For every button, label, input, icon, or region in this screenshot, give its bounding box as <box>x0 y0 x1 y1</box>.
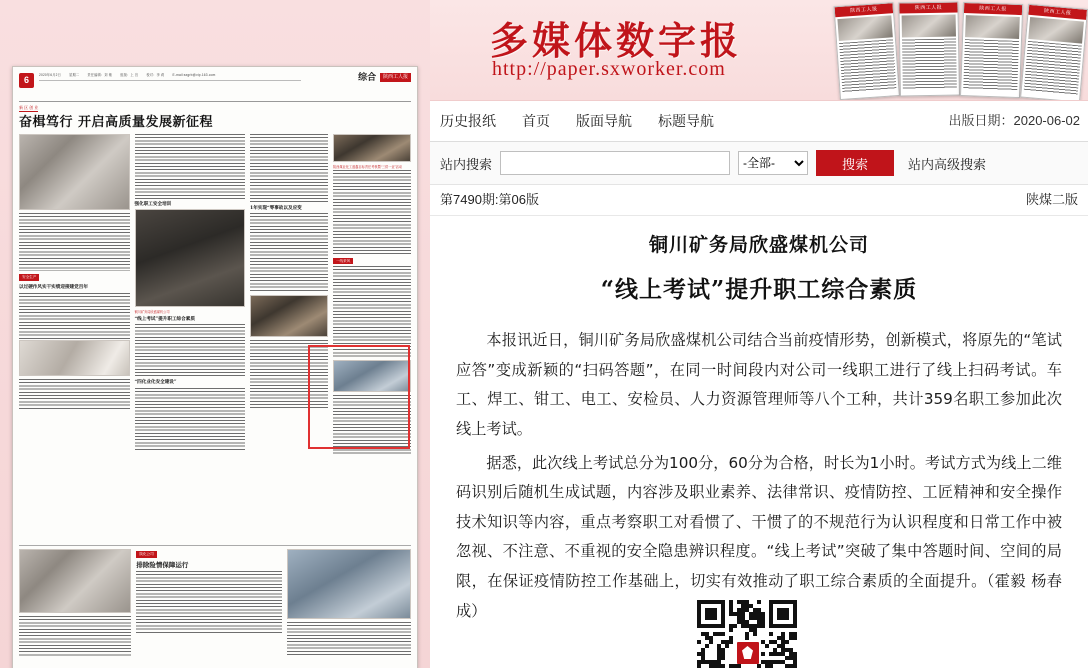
mini-paper-masthead: 陕西工人报 <box>899 3 957 14</box>
mini-paper-masthead: 陕西工人报 <box>964 3 1022 15</box>
banner-mini-paper <box>960 2 1023 98</box>
newspaper-column-3 <box>250 134 328 457</box>
bottom-headline: 排除险情保障运行 <box>136 560 189 569</box>
article-container <box>430 216 1088 626</box>
article-title: “线上考试”提升职工综合素质 <box>600 276 918 303</box>
article-text-block <box>333 395 411 455</box>
article-text-block <box>136 571 282 635</box>
article-photo <box>333 134 411 162</box>
search-bar <box>430 142 1088 185</box>
meta-editor: 责任编辑：刘 敏 <box>87 73 113 77</box>
search-scope-select[interactable] <box>738 151 808 175</box>
mini-paper-photo <box>837 15 892 41</box>
article-photo <box>19 134 130 210</box>
article-subtitle: 铜川矿务局欣盛煤机公司 <box>648 234 869 256</box>
section-tag-safety: 安全生产 <box>19 274 39 281</box>
banner-mini-paper <box>834 2 900 100</box>
sub-headline-3: “四化业化安全建设” <box>134 380 177 385</box>
meta-email: E-mail:sxgrb@vip.163.com <box>172 73 216 77</box>
qr-code[interactable] <box>697 600 797 668</box>
lead-kicker: 新 区 创 业 <box>19 105 38 112</box>
highlight-kicker: 铜川矿务局欣盛煤机公司 <box>134 310 170 315</box>
newspaper-column-4 <box>333 134 411 457</box>
highlight-photo <box>135 209 246 307</box>
article-text-block <box>19 616 131 656</box>
article-text-block <box>250 134 328 204</box>
site-url: http://paper.sxworker.com <box>492 58 726 80</box>
site-title: 多媒体数字报 <box>490 18 743 63</box>
mini-paper-photo <box>965 15 1020 39</box>
meta-proof: 校对：李 莉 <box>146 73 165 77</box>
section-tag-frontline: 一线采风 <box>333 258 353 265</box>
article-photo <box>19 340 130 376</box>
article-text-block <box>250 340 328 410</box>
mini-paper-text <box>839 39 896 93</box>
article-paragraph: 据悉，此次线上考试总分为100分，60分为合格，时长为1小时。考试方式为线上二维码识别后随机生成试题，内容涉及职业素养、法律常识、疫情防控、工匠精神和安全操作技术知识等内容，重点考察职工对看惯了、干惯了的不规范行为认识程度和日常工作中被忽视、不注意、不重视的安全隐患辨识程度。“线上考试”突破了集中答题时间、空间的局限，在保证疫情防控工作基础上，切实有效推动了职工综合素质的全面提升。（霍毅 杨春成） <box>456 453 1062 620</box>
site-banner <box>430 0 1088 101</box>
issue-bar <box>430 185 1088 216</box>
mini-paper-text <box>963 39 1019 91</box>
banner-mini-paper <box>898 1 960 96</box>
nav-item-home[interactable]: 首页 <box>522 113 550 129</box>
mini-paper-photo <box>902 15 956 38</box>
meta-date: 2020年6月2日 <box>39 73 61 77</box>
sub-headline-2: 强化职工安全培训 <box>134 201 172 207</box>
newspaper-head-meta <box>39 73 222 77</box>
newspaper-body <box>19 105 411 456</box>
article-text-block <box>250 213 328 293</box>
newspaper-masthead <box>19 71 411 102</box>
article-text-block <box>287 622 411 656</box>
right-col-kicker: 陕西煤业化工盛鑫目标责任考核暨“三供一业”活动 <box>333 164 403 169</box>
article-paragraph: 本报讯近日，铜川矿务局欣盛煤机公司结合当前疫情形势，创新模式，将原先的“笔试应答”变成新颖的“扫码答题”，在同一时间段内对公司一线职工进行了线上扫码考试。车工、焊工、钳工、电工、安检员、人力资源管理师等八个工种，共计359名职工参加此次线上考试。 <box>456 331 1062 438</box>
advanced-search-link[interactable]: 站内高级搜索 <box>908 156 987 172</box>
search-label: 站内搜索 <box>440 156 493 172</box>
newspaper-column-1 <box>19 134 130 457</box>
section-name: 综合 <box>358 73 377 83</box>
article-text-block <box>135 324 246 378</box>
article-text-block <box>135 388 246 450</box>
lead-headline: 奋楫笃行 开启高质量发展新征程 <box>19 115 214 131</box>
newspaper-bottom-band <box>19 545 411 668</box>
banner-mini-paper <box>1020 4 1088 101</box>
bottom-company-tag: 陕化公司 <box>136 551 156 558</box>
search-button[interactable]: 搜索 <box>816 150 894 176</box>
meta-weekday: 星期二 <box>69 73 80 77</box>
mini-paper-text <box>902 39 957 90</box>
issue-section: 陕煤二版 <box>1025 192 1078 207</box>
mini-paper-masthead: 陕西工人报 <box>1028 5 1087 20</box>
newspaper-preview-panel <box>0 0 430 668</box>
masthead-rule <box>39 80 301 81</box>
article-text-block <box>135 134 246 200</box>
search-input[interactable] <box>500 151 730 175</box>
highlight-headline: “线上考试”提升职工综合素质 <box>134 316 195 322</box>
article-text-block <box>19 293 130 339</box>
nav-item-history[interactable]: 历史报纸 <box>440 113 496 129</box>
sub-headline-1: 以过硬作风实干实绩迎接建党百年 <box>19 285 88 291</box>
nav-items <box>440 101 714 141</box>
nav-item-title-nav[interactable]: 标题导航 <box>658 113 714 129</box>
banner-paper-stack <box>834 0 1084 100</box>
article-photo <box>287 549 411 619</box>
section-brand: 陕西工人报 <box>380 73 411 82</box>
mini-paper-masthead: 陕西工人报 <box>835 3 894 17</box>
article-text-block <box>19 213 130 271</box>
nav-item-page-nav[interactable]: 版面导航 <box>576 113 632 129</box>
site-panel <box>430 0 1088 668</box>
mini-paper-text <box>1024 41 1082 96</box>
page-number-badge: 6 <box>19 73 34 88</box>
issue-number: 第7490期:第06版 <box>440 192 539 207</box>
article-body <box>456 326 1062 626</box>
newspaper-page-image[interactable] <box>12 66 418 668</box>
mini-paper-photo <box>1028 17 1084 44</box>
sub-headline-4: 1年实现“零事故以及应变 <box>250 205 302 211</box>
qr-logo-icon <box>735 640 761 666</box>
article-photo <box>250 295 328 337</box>
article-text-block <box>333 170 411 254</box>
article-text-block <box>19 379 130 409</box>
qr-code-image <box>697 600 797 668</box>
newspaper-columns <box>19 134 411 457</box>
newspaper-section-label <box>358 72 411 84</box>
article-text-block <box>333 266 411 358</box>
publish-date: 出版日期：2020-06-02 <box>948 113 1080 128</box>
article-photo <box>19 549 131 613</box>
main-nav <box>430 101 1088 142</box>
article-photo <box>333 360 411 392</box>
meta-layout: 组版：上 官 <box>120 73 139 77</box>
newspaper-column-2 <box>135 134 246 457</box>
